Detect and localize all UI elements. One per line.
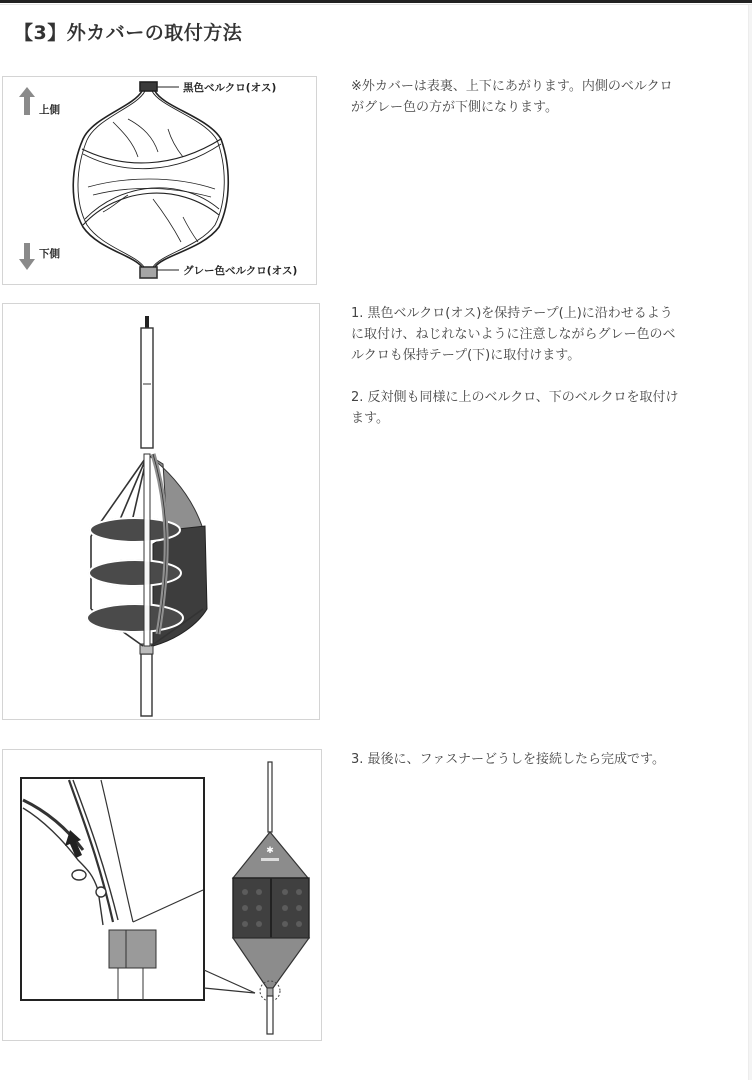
step-3-text: 3. 最後に、ファスナーどうしを接続したら完成です。 bbox=[351, 752, 665, 767]
page-title: 【3】外カバーの取付方法 bbox=[14, 22, 243, 44]
arrow-down-icon bbox=[19, 243, 35, 270]
step-2-text: 2. 反対側も同様に上のベルクロ、下のベルクロを取付けます。 bbox=[351, 390, 679, 426]
scrollbar-track[interactable] bbox=[748, 5, 752, 1080]
finished-net-illustration bbox=[233, 762, 309, 1034]
note-text: ※外カバーは表裏、上下にあがります。内側のベルクロがグレー色の方が下側になります。 bbox=[351, 79, 673, 115]
note-cover-orientation bbox=[351, 76, 681, 139]
hanging-net-illustration bbox=[87, 316, 207, 716]
top-border bbox=[0, 0, 752, 3]
steps-attach-velcro bbox=[351, 303, 681, 450]
label-down: 下側 bbox=[39, 248, 60, 260]
label-up: 上側 bbox=[39, 104, 60, 116]
step-1-text: 1. 黒色ベルクロ(オス)を保持テープ(上)に沿わせるように取付け、ねじれないように注意しながらグレー色のベルクロも保持テープ(下)に取付けます。 bbox=[351, 306, 676, 363]
svg-text:✱: ✱ bbox=[266, 846, 274, 856]
cover-illustration bbox=[73, 82, 228, 278]
figure-outer-cover bbox=[2, 76, 317, 285]
arrow-up-icon bbox=[19, 87, 35, 115]
figure-hanging-net bbox=[2, 303, 320, 720]
label-gray-velcro: グレー色ベルクロ(オス) bbox=[183, 265, 298, 277]
figure-zipper-finished bbox=[2, 749, 322, 1041]
top-border-shadow bbox=[0, 4, 752, 5]
label-black-velcro: 黒色ベルクロ(オス) bbox=[183, 82, 277, 94]
step-zipper bbox=[351, 749, 681, 791]
zipper-detail-illustration bbox=[21, 778, 255, 1000]
